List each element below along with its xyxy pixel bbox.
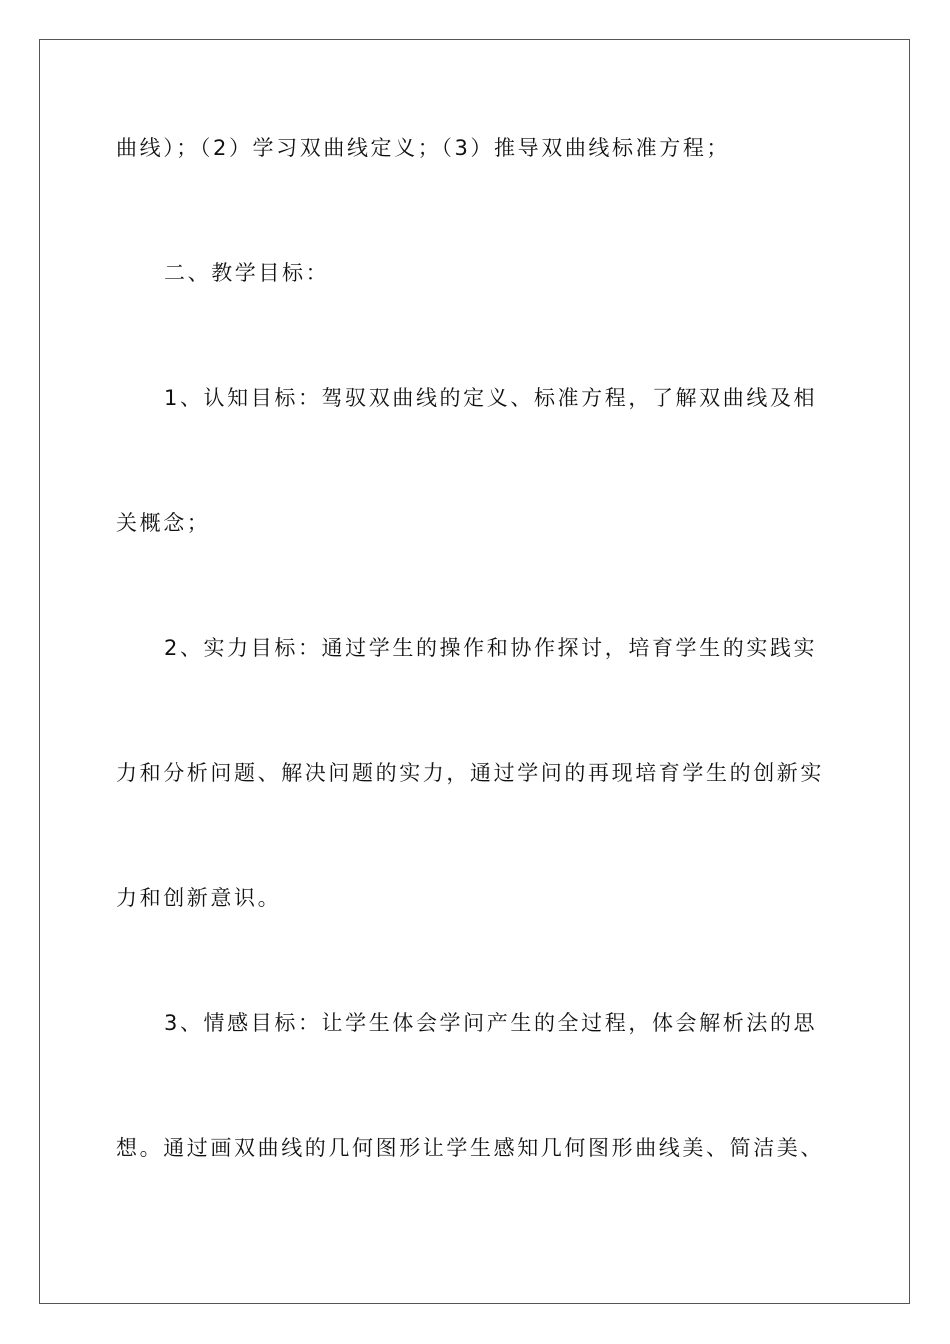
page-border bbox=[39, 39, 910, 1304]
text-line-6: 力和分析问题、解决问题的实力，通过学问的再现培育学生的创新实 bbox=[116, 761, 824, 785]
text-line-4: 关概念； bbox=[116, 511, 211, 535]
text-line-ability-goal: 2、实力目标：通过学生的操作和协作探讨，培育学生的实践实 bbox=[164, 636, 818, 660]
text-line-emotional-goal: 3、情感目标：让学生体会学问产生的全过程，体会解析法的思 bbox=[164, 1011, 818, 1035]
text-line-7: 力和创新意识。 bbox=[116, 886, 282, 910]
text-line-1: 曲线）；（2）学习双曲线定义；（3）推导双曲线标准方程； bbox=[116, 136, 731, 160]
text-line-9: 想。通过画双曲线的几何图形让学生感知几何图形曲线美、简洁美、 bbox=[116, 1136, 824, 1160]
section-heading-teaching-goals: 二、教学目标： bbox=[164, 261, 330, 285]
text-line-cognitive-goal: 1、认知目标：驾驭双曲线的定义、标准方程，了解双曲线及相 bbox=[164, 386, 818, 410]
